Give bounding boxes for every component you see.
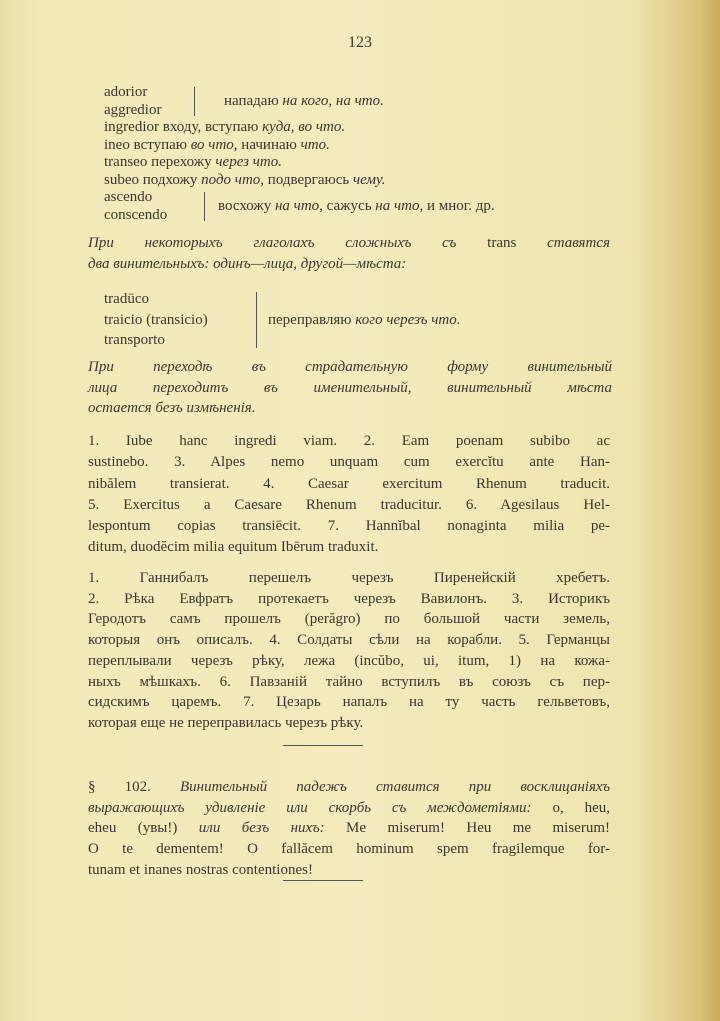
divider bbox=[283, 880, 363, 881]
russian-meaning bbox=[224, 93, 384, 111]
brace bbox=[194, 87, 198, 116]
text-segment: При переходѣ въ страдательную форму винительный bbox=[88, 359, 612, 375]
text-segment: , и мног. др. bbox=[419, 197, 495, 214]
latin-word: traicio (transicio) bbox=[104, 311, 208, 328]
text-segment: При некоторыхъ глаголахъ сложныхъ съ bbox=[88, 235, 488, 251]
text-segment: сидскимъ царемъ. 7. Цезарь напалъ на ту часть гельветовъ, bbox=[88, 694, 610, 711]
russian-meaning bbox=[218, 198, 495, 216]
text-segment: что. bbox=[300, 136, 330, 153]
text-line bbox=[88, 452, 610, 473]
text-segment: переправляю bbox=[268, 311, 356, 328]
text-line bbox=[88, 357, 612, 378]
text-segment: кого черезъ что. bbox=[355, 311, 461, 328]
vocab-group bbox=[104, 289, 624, 351]
text-segment: куда, во что. bbox=[262, 119, 346, 135]
latin-word: aggredior bbox=[104, 101, 162, 118]
text-segment: подо что bbox=[201, 171, 261, 188]
text-segment: два винительныхъ: одинъ—лица, другой—мѣста: bbox=[88, 255, 407, 272]
text-segment: tunam et inanes nostras contentiones! bbox=[88, 861, 313, 878]
text-segment: trans bbox=[487, 235, 517, 251]
text-line bbox=[88, 589, 610, 610]
text-segment: § 102. bbox=[88, 779, 180, 795]
latin-word: transporto bbox=[104, 332, 165, 348]
text-line bbox=[104, 154, 624, 172]
text-line bbox=[88, 474, 610, 495]
text-segment: на что bbox=[375, 197, 420, 214]
text-segment: на кого, на что. bbox=[282, 92, 384, 109]
latin-word: tradūco bbox=[104, 291, 149, 307]
text-line bbox=[88, 378, 612, 399]
paragraph-trans-rule bbox=[88, 233, 610, 274]
text-line bbox=[104, 137, 624, 155]
exercise-latin bbox=[88, 431, 610, 559]
exercise-russian bbox=[88, 568, 610, 734]
vocab-group bbox=[104, 84, 624, 119]
text-segment: восхожу bbox=[218, 197, 275, 214]
text-segment: 1. Iube hanc ingredi viam. 2. Eam poenam subibo ac bbox=[88, 433, 610, 449]
text-segment: которыя онъ описалъ. 4. Солдаты сѣли на корабли. 5. Германцы bbox=[88, 632, 610, 649]
paragraph-passive-rule bbox=[88, 357, 612, 419]
text-segment: остается безъ измѣненія. bbox=[88, 400, 256, 416]
text-segment: лица переходитъ въ именительный, винительный мѣста bbox=[88, 379, 612, 396]
text-segment: выражающихъ удивленіе или скорбь съ междометіями: bbox=[88, 799, 553, 816]
text-line bbox=[88, 568, 610, 589]
text-line bbox=[88, 672, 610, 693]
text-segment: , начинаю bbox=[233, 136, 301, 153]
divider bbox=[283, 745, 363, 746]
text-segment: чему. bbox=[352, 171, 386, 188]
text-segment: которая еще не переправилась черезъ рѣку. bbox=[88, 714, 364, 731]
text-line bbox=[104, 172, 624, 190]
text-line bbox=[88, 254, 610, 275]
text-line bbox=[88, 537, 610, 558]
text-segment: через что. bbox=[215, 154, 283, 170]
text-line bbox=[88, 818, 610, 839]
text-line bbox=[88, 798, 610, 819]
text-segment: переплывали черезъ рѣку, лежа (incŭbo, ui, itum, 1) на кожа- bbox=[88, 652, 610, 669]
text-segment: Геродотъ самъ прошелъ (perăgro) по большой части земель, bbox=[88, 611, 610, 628]
text-segment: ставятся bbox=[516, 235, 610, 251]
text-segment: eheu (увы!) bbox=[88, 820, 199, 837]
latin-word: conscendo bbox=[104, 206, 168, 223]
text-line bbox=[88, 431, 610, 452]
vocab-group bbox=[104, 189, 624, 224]
text-segment: нападаю bbox=[224, 92, 283, 109]
text-segment: Me miserum! Heu me miserum! bbox=[346, 820, 610, 837]
text-segment: 2. Рѣка Евфратъ протекаетъ черезъ Вавилонъ. 3. Историкъ bbox=[88, 590, 610, 607]
text-segment: 1. Ганнибалъ перешелъ черезъ Пиренейскій хребетъ. bbox=[88, 570, 610, 586]
vocabulary-list bbox=[104, 84, 624, 224]
text-line bbox=[88, 651, 610, 672]
page-number: 123 bbox=[348, 34, 372, 51]
text-segment: , сажусь bbox=[319, 197, 376, 214]
text-segment: ditum, duodĕcim milia equitum Ibērum traduxit. bbox=[88, 539, 379, 556]
text-segment: на что bbox=[274, 197, 320, 214]
vocab-lines bbox=[104, 119, 624, 189]
text-line bbox=[88, 495, 610, 516]
text-line bbox=[88, 839, 610, 860]
text-segment: lespontum copias transiēcit. 7. Hannĭbal nonaginta milia pe- bbox=[88, 518, 610, 535]
text-segment: или безъ нихъ: bbox=[198, 820, 347, 837]
latin-word: ascendo bbox=[104, 189, 153, 205]
text-segment: , подвергаюсь bbox=[260, 171, 353, 188]
text-segment: во что bbox=[190, 136, 234, 153]
text-segment: nibălem transierat. 4. Caesar exercitum Rhenum traducit. bbox=[88, 475, 610, 492]
text-line bbox=[88, 860, 610, 881]
latin-word: adorior bbox=[104, 84, 148, 100]
text-segment: ingredior входу, вступаю bbox=[104, 119, 263, 135]
text-line bbox=[88, 398, 612, 419]
russian-meaning bbox=[268, 310, 461, 331]
brace bbox=[256, 292, 260, 348]
text-segment: sustinebo. 3. Alpes nemo unquam cum exercĭtu ante Han- bbox=[88, 454, 610, 471]
text-segment: 5. Exercitus a Caesare Rhenum traducitur. 6. Agesilaus Hel- bbox=[88, 496, 610, 513]
text-line bbox=[88, 516, 610, 537]
section-102 bbox=[88, 777, 610, 881]
text-line bbox=[88, 777, 610, 798]
text-line bbox=[88, 630, 610, 651]
text-line bbox=[88, 233, 610, 254]
brace bbox=[204, 192, 208, 221]
text-line bbox=[104, 119, 624, 137]
text-line bbox=[88, 609, 610, 630]
text-segment: o, heu, bbox=[552, 799, 610, 816]
text-line bbox=[88, 713, 610, 734]
text-segment: subeo подхожу bbox=[104, 171, 202, 188]
text-segment: ныхъ мѣшкахъ. 6. Павзаній тайно вступилъ въ союзъ съ пер- bbox=[88, 673, 610, 690]
text-segment: O te dementem! O fallăcem hominum spem fragilemque for- bbox=[88, 841, 610, 858]
text-segment: transeo перехожу bbox=[104, 154, 216, 170]
text-line bbox=[88, 692, 610, 713]
text-segment: Винительный падежъ ставится при восклицаніяхъ bbox=[179, 779, 610, 795]
text-segment: ineo вступаю bbox=[104, 136, 191, 153]
